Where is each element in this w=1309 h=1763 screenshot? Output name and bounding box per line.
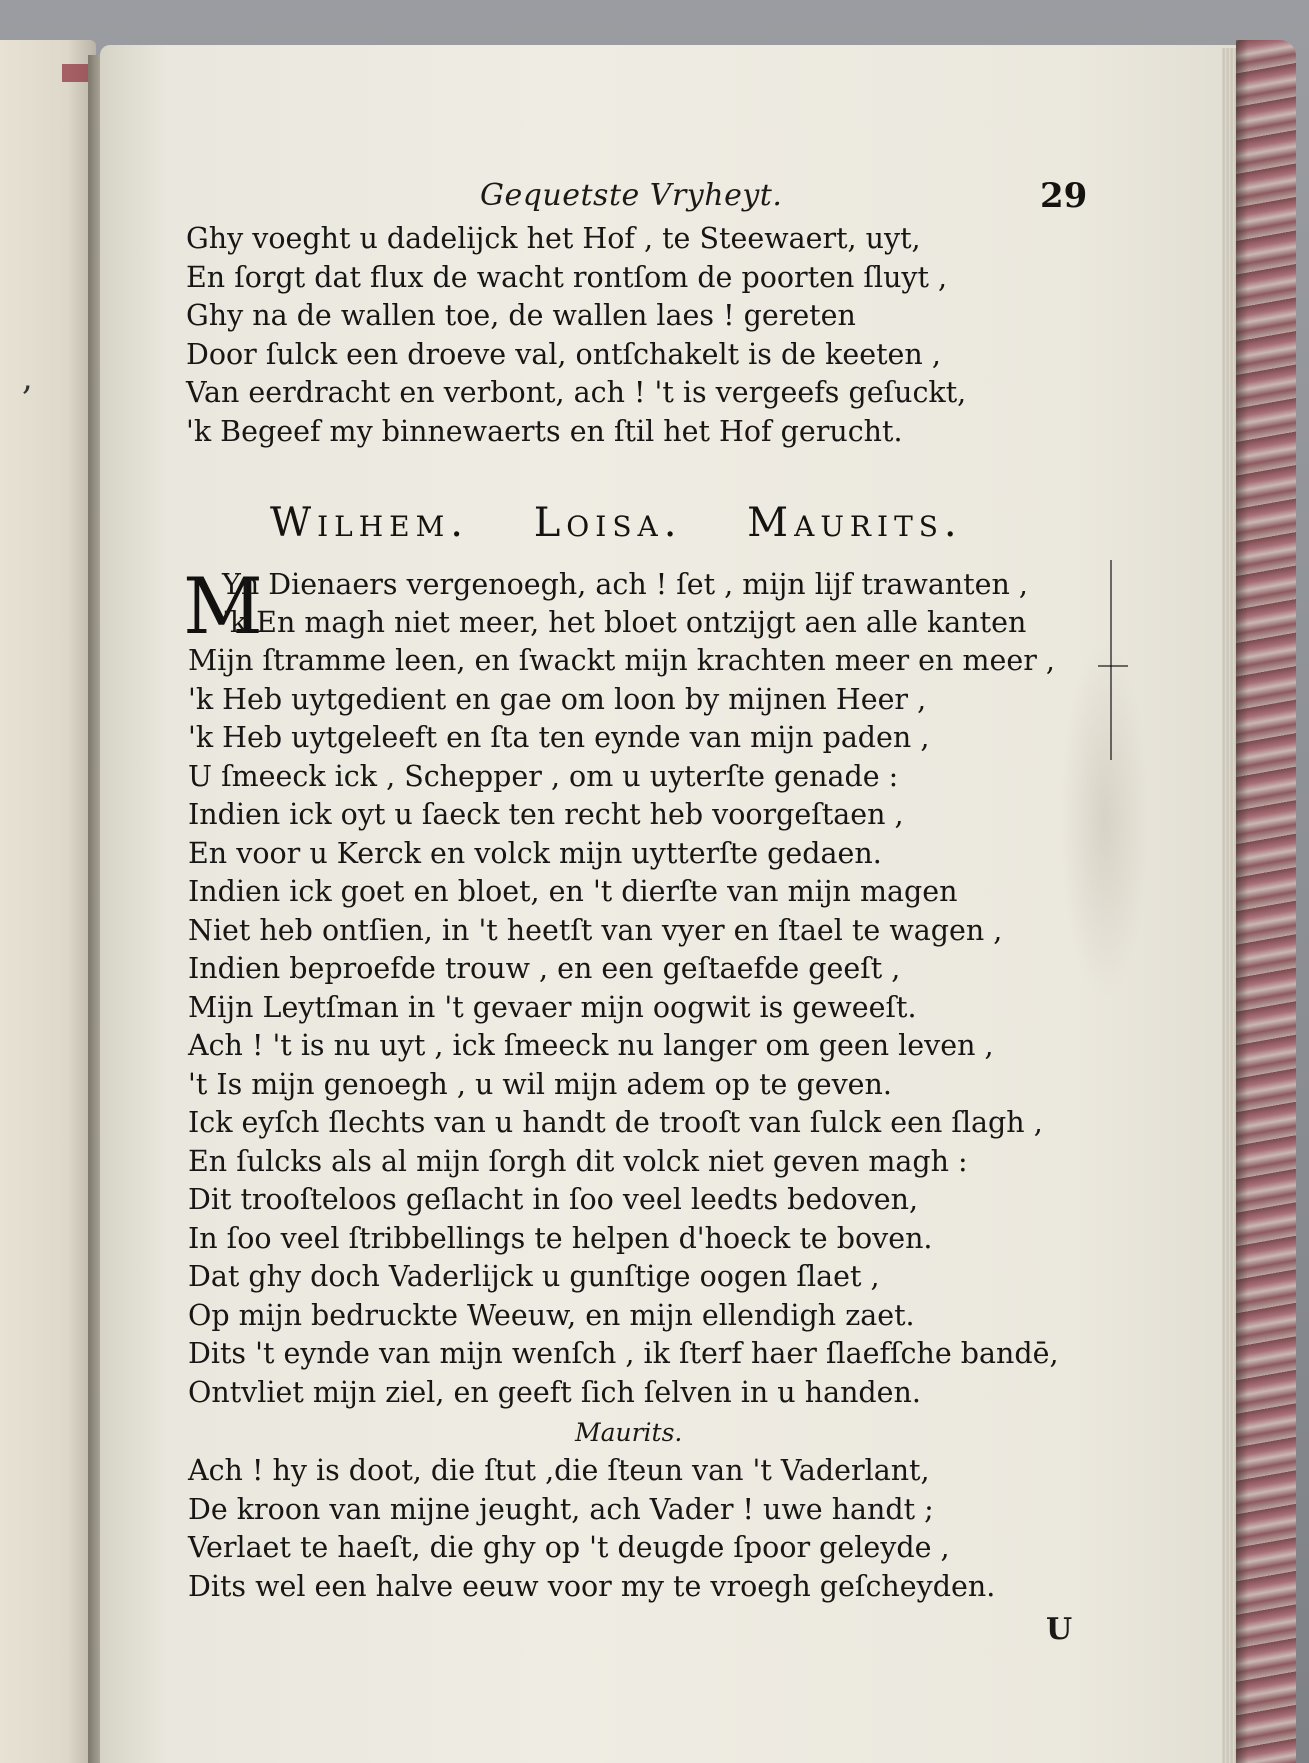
verse-line: Ach ! hy is doot, die ſtut ,die ſteun van 't Vaderlant, bbox=[188, 1454, 930, 1487]
opening-verse bbox=[186, 220, 966, 451]
verse-line: Op mijn bedruckte Weeuw, en mijn ellendigh zaet. bbox=[188, 1298, 915, 1332]
verse-line: Verlaet te haeſt, die ghy op 't deugde ſpoor geleyde , bbox=[188, 1531, 950, 1564]
pencil-margin-mark bbox=[1110, 560, 1112, 760]
verse-line: Indien beproefde trouw , en een geſtaefde geeſt , bbox=[188, 952, 901, 985]
verse-line: Ghy voeght u dadelijck het Hof , te Steewaert, uyt, bbox=[186, 222, 921, 255]
character-name: Loisa. bbox=[533, 500, 683, 546]
verse-line: De kroon van mijne jeught, ach Vader ! uwe handt ; bbox=[188, 1492, 934, 1526]
pencil-margin-tick bbox=[1098, 665, 1128, 667]
facing-page-mark: , bbox=[22, 358, 33, 398]
speech-verse bbox=[188, 642, 1059, 1412]
marbled-cover-edge bbox=[1236, 40, 1296, 1763]
page-number: 29 bbox=[1040, 176, 1088, 216]
speech-first-line bbox=[222, 566, 1028, 605]
running-header: Gequetste Vryheyt. bbox=[480, 178, 783, 213]
speech-second-line bbox=[222, 604, 1026, 643]
character-name: Maurits. bbox=[747, 500, 963, 546]
verse-line: Door ſulck een droeve val, ontſchakelt is de keeten , bbox=[186, 337, 941, 371]
verse-line: Yn Dienaers vergenoegh, ach ! ſet , mijn lijf trawanten , bbox=[222, 568, 1028, 601]
verse-line: En ſulcks als al mijn ſorgh dit volck niet geven magh : bbox=[188, 1144, 968, 1178]
speaker-name: Maurits. bbox=[575, 1418, 683, 1447]
verse-line: U ſmeeck ick , Schepper , om u uyterſte genade : bbox=[188, 759, 899, 793]
verse-line: Niet heb ontſien, in 't heetſt van vyer en ſtael te wagen , bbox=[188, 913, 1003, 947]
verse-line: Ghy na de wallen toe, de wallen laes ! gereten bbox=[186, 299, 856, 332]
verse-line: 'k Begeef my binnewaerts en ſtil het Hof gerucht. bbox=[186, 414, 903, 448]
section-heading bbox=[270, 500, 1009, 546]
verse-line: Indien ick oyt u ſaeck ten recht heb voorgeſtaen , bbox=[188, 798, 904, 831]
verse-line: En ſorgt dat flux de wacht rontſom de poorten ſluyt , bbox=[186, 260, 948, 294]
catchword: U bbox=[1046, 1612, 1073, 1647]
verse-line: En voor u Kerck en volck mijn uytterſte gedaen. bbox=[188, 836, 882, 870]
verse-line: Van eerdracht en verbont, ach ! 't is vergeefs geſuckt, bbox=[186, 376, 967, 409]
closing-verse bbox=[188, 1452, 995, 1606]
character-name: Wilhem. bbox=[270, 500, 470, 546]
page-show-through bbox=[1060, 640, 1150, 1000]
verse-line: Mijn ſtramme leen, en ſwackt mijn krachten meer en meer , bbox=[188, 644, 1055, 677]
verse-line: 't Is mijn genoegh , u wil mijn adem op te geven. bbox=[188, 1067, 892, 1101]
verse-line: 'k Heb uytgedient en gae om loon by mijnen Heer , bbox=[188, 682, 927, 716]
verse-line: Dits 't eynde van mijn wenſch , ik ſterf haer ſlaefſche bandē, bbox=[188, 1337, 1059, 1370]
facing-page-edge bbox=[0, 40, 96, 1763]
verse-line: Indien ick goet en bloet, en 't dierſte van mijn magen bbox=[188, 875, 958, 908]
verse-line: Dits wel een halve eeuw voor my te vroegh geſcheyden. bbox=[188, 1569, 996, 1603]
verse-line: Mijn Leytſman in 't gevaer mijn oogwit is geweeſt. bbox=[188, 990, 917, 1024]
verse-line: Ontvliet mijn ziel, en geeft ſich ſelven in u handen. bbox=[188, 1375, 921, 1409]
verse-line: Ach ! 't is nu uyt , ick ſmeeck nu langer om geen leven , bbox=[188, 1029, 994, 1062]
verse-line: In ſoo veel ſtribbellings te helpen d'hoeck te boven. bbox=[188, 1221, 933, 1255]
verse-line: 'k En magh niet meer, het bloet ontzijgt aen alle kanten bbox=[222, 606, 1027, 639]
drop-cap: M bbox=[183, 562, 263, 652]
verse-line: 'k Heb uytgeleeft en ſta ten eynde van mijn paden , bbox=[188, 721, 930, 754]
verse-line: Ick eyſch ſlechts van u handt de trooſt van ſulck een ſlagh , bbox=[188, 1106, 1043, 1139]
verse-line: Dit trooſteloos geſlacht in ſoo veel leedts bedoven, bbox=[188, 1183, 919, 1216]
verse-line: Dat ghy doch Vaderlijck u gunſtige oogen ſlaet , bbox=[188, 1260, 880, 1293]
